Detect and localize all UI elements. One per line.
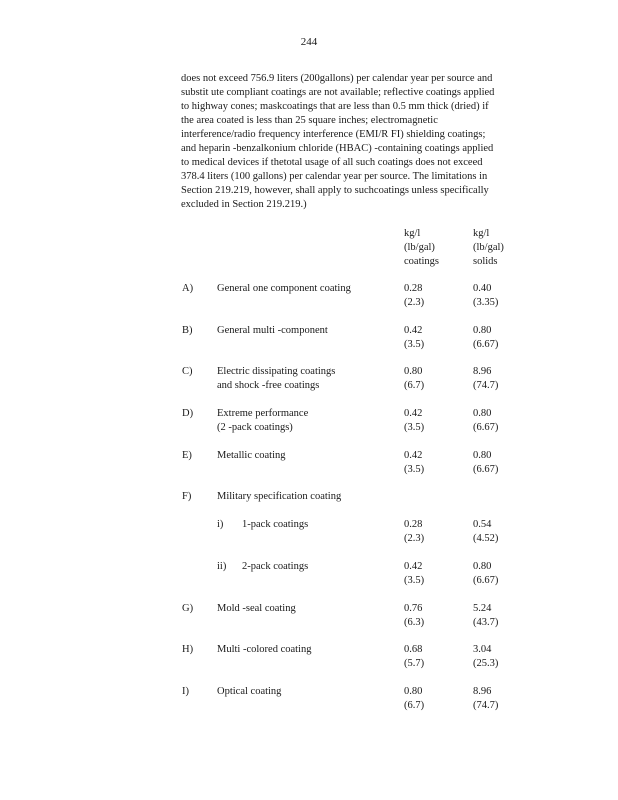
row-letter: H) xyxy=(182,644,194,655)
value-lb: (2.3) xyxy=(404,297,425,308)
value-lb: (4.52) xyxy=(473,533,499,544)
coatings-value xyxy=(404,365,424,393)
header-line: kg/l xyxy=(473,228,490,239)
value-kg: 8.96 xyxy=(473,366,492,377)
coatings-value xyxy=(404,518,424,546)
row-description xyxy=(217,324,328,338)
value-kg: 0.80 xyxy=(404,366,423,377)
value-lb: (6.67) xyxy=(473,464,499,475)
page-number: 244 xyxy=(300,36,318,48)
row-sub-letter: ii) xyxy=(217,561,227,572)
solids-value xyxy=(473,685,498,713)
description-line: Electric dissipating coatings xyxy=(217,366,336,377)
value-lb: (5.7) xyxy=(404,658,425,669)
description-line: Military specification coating xyxy=(217,491,342,502)
solids-value xyxy=(473,282,498,310)
value-kg: 0.28 xyxy=(404,519,423,530)
value-lb: (3.5) xyxy=(404,575,425,586)
value-lb: (2.3) xyxy=(404,533,425,544)
row-letter: A) xyxy=(182,283,194,294)
value-kg: 0.28 xyxy=(404,283,423,294)
row-description xyxy=(217,643,311,657)
value-kg: 0.42 xyxy=(404,450,423,461)
value-lb: (3.35) xyxy=(473,297,499,308)
row-letter: B) xyxy=(182,325,193,336)
coatings-value xyxy=(404,324,424,352)
coatings-value xyxy=(404,560,424,588)
value-kg: 5.24 xyxy=(473,603,492,614)
header-line: (lb/gal) xyxy=(404,242,435,253)
row-description xyxy=(217,490,341,504)
value-kg: 0.54 xyxy=(473,519,492,530)
column-header-coatings xyxy=(404,227,439,269)
solids-value xyxy=(473,518,498,546)
coatings-value xyxy=(404,643,424,671)
value-lb: (3.5) xyxy=(404,422,425,433)
coatings-value xyxy=(404,282,424,310)
coatings-value xyxy=(404,449,424,477)
value-lb: (74.7) xyxy=(473,380,499,391)
value-lb: (74.7) xyxy=(473,700,499,711)
row-description xyxy=(217,602,296,616)
description-line: 2-pack coatings xyxy=(242,561,309,572)
description-line: Mold -seal coating xyxy=(217,603,296,614)
value-lb: (6.7) xyxy=(404,700,425,711)
value-kg: 0.42 xyxy=(404,561,423,572)
value-lb: (6.67) xyxy=(473,339,499,350)
row-description xyxy=(217,407,308,435)
coatings-value xyxy=(404,602,424,630)
paragraph-line: 378.4 liters (100 gallons) per calendar year per source. The limitations in xyxy=(181,171,488,182)
value-kg: 0.80 xyxy=(473,450,492,461)
row-letter: G) xyxy=(182,603,194,614)
solids-value xyxy=(473,365,498,393)
value-kg: 0.68 xyxy=(404,644,423,655)
value-kg: 0.80 xyxy=(473,408,492,419)
solids-value xyxy=(473,324,498,352)
solids-value xyxy=(473,560,498,588)
value-kg: 0.80 xyxy=(404,686,423,697)
value-lb: (6.3) xyxy=(404,617,425,628)
paragraph-line: to highway cones; maskcoatings that are less than 0.5 mm thick (dried) if xyxy=(181,101,489,112)
value-kg: 8.96 xyxy=(473,686,492,697)
paragraph-line: does not exceed 756.9 liters (200gallons) per calendar year per source and xyxy=(181,73,493,84)
paragraph-line: Section 219.219, however, shall apply to suchcoatings unless specifically xyxy=(181,185,489,196)
paragraph-line: substit ute compliant coatings are not available; reflective coatings applied xyxy=(181,87,495,98)
value-lb: (25.3) xyxy=(473,658,499,669)
coatings-value xyxy=(404,407,424,435)
description-line: General one component coating xyxy=(217,283,351,294)
row-description xyxy=(217,449,286,463)
solids-value xyxy=(473,449,498,477)
description-line: Optical coating xyxy=(217,686,282,697)
value-lb: (43.7) xyxy=(473,617,499,628)
paragraph-line: interference/radio frequency interference (EMI/R FI) shielding coatings; xyxy=(181,129,486,140)
paragraph-line: to medical devices if thetotal usage of all such coatings does not exceed xyxy=(181,157,483,168)
value-kg: 0.42 xyxy=(404,325,423,336)
row-letter: D) xyxy=(182,408,194,419)
row-letter: E) xyxy=(182,450,192,461)
solids-value xyxy=(473,407,498,435)
paragraph-line: excluded in Section 219.219.) xyxy=(181,199,307,210)
value-lb: (6.67) xyxy=(473,422,499,433)
row-sub-letter: i) xyxy=(217,519,224,530)
value-kg: 0.80 xyxy=(473,325,492,336)
coatings-value xyxy=(404,685,424,713)
value-lb: (6.7) xyxy=(404,380,425,391)
value-lb: (6.67) xyxy=(473,575,499,586)
row-letter: C) xyxy=(182,366,193,377)
description-line: 1-pack coatings xyxy=(242,519,309,530)
value-kg: 0.80 xyxy=(473,561,492,572)
description-line: Metallic coating xyxy=(217,450,286,461)
paragraph-line: and heparin -benzalkonium chloride (HBAC) -containing coatings applied xyxy=(181,143,494,154)
solids-value xyxy=(473,602,498,630)
row-letter: F) xyxy=(182,491,192,502)
value-kg: 3.04 xyxy=(473,644,492,655)
paragraph-line: the area coated is less than 25 square inches; electromagnetic xyxy=(181,115,438,126)
row-description xyxy=(217,685,281,699)
row-description xyxy=(242,560,308,574)
description-line: General multi -component xyxy=(217,325,328,336)
row-description xyxy=(217,365,335,393)
header-line: coatings xyxy=(404,256,439,267)
value-lb: (3.5) xyxy=(404,339,425,350)
row-letter: I) xyxy=(182,686,189,697)
solids-value xyxy=(473,643,498,671)
header-line: solids xyxy=(473,256,498,267)
body-paragraph xyxy=(181,72,536,212)
value-kg: 0.42 xyxy=(404,408,423,419)
value-kg: 0.76 xyxy=(404,603,423,614)
value-kg: 0.40 xyxy=(473,283,492,294)
description-line: Multi -colored coating xyxy=(217,644,312,655)
description-line: and shock -free coatings xyxy=(217,380,320,391)
description-line: Extreme performance xyxy=(217,408,309,419)
row-description xyxy=(242,518,308,532)
column-header-solids xyxy=(473,227,504,269)
header-line: kg/l xyxy=(404,228,421,239)
header-line: (lb/gal) xyxy=(473,242,504,253)
description-line: (2 -pack coatings) xyxy=(217,422,293,433)
row-description xyxy=(217,282,351,296)
value-lb: (3.5) xyxy=(404,464,425,475)
